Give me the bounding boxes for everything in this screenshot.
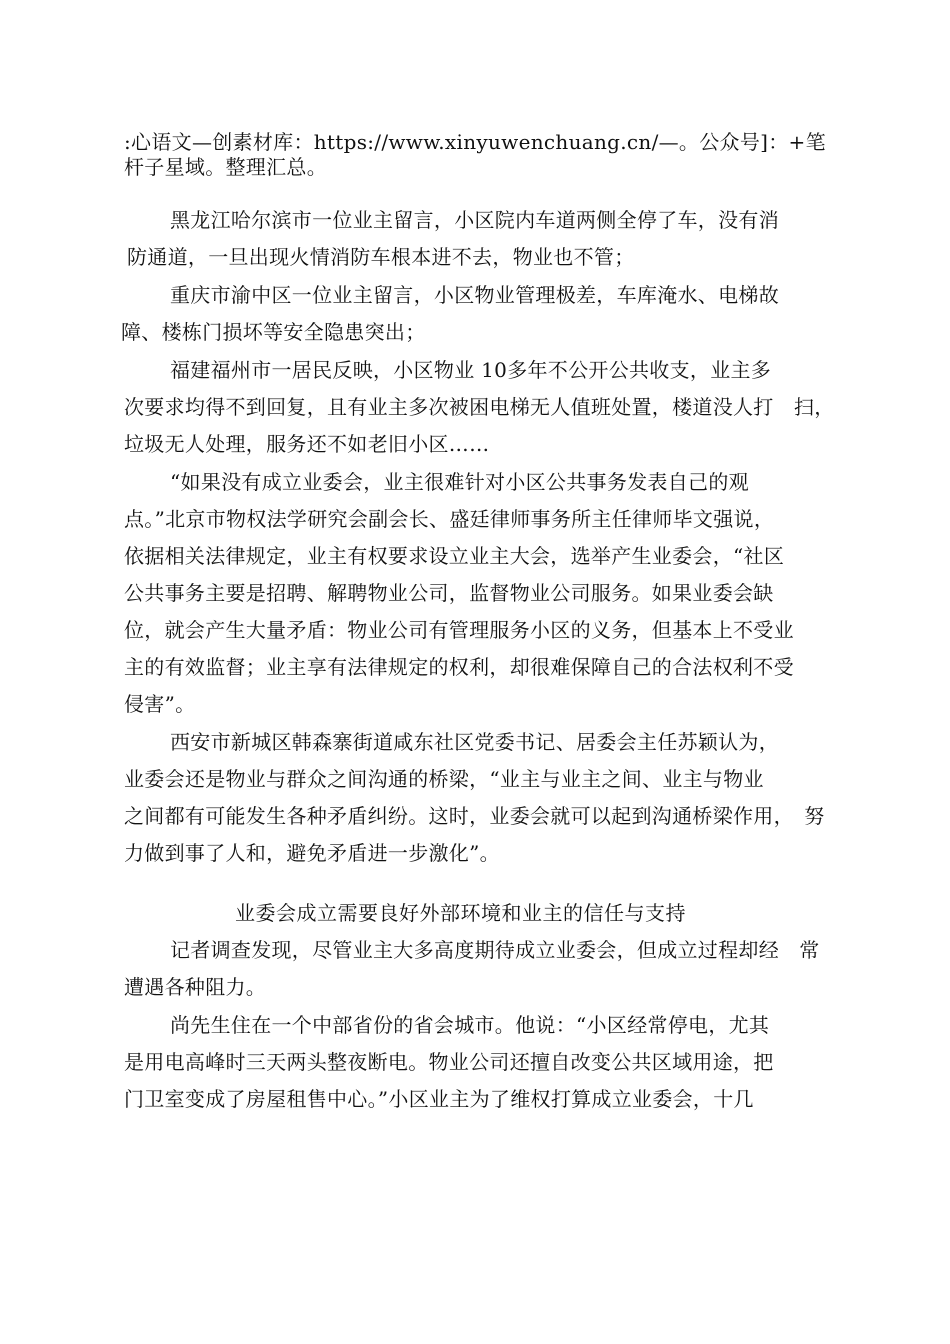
source-note-line: :心语文—创素材库：https://www.xinyuwenchuang.cn/—。公众号]：+笔	[124, 130, 826, 154]
paragraph-line: 西安市新城区韩森寨街道咸东社区党委书记、居委会主任苏颖认为，	[170, 730, 779, 754]
section-heading: 业委会成立需要良好外部环境和业主的信任与支持	[235, 901, 686, 925]
source-note-line: 杆子星域。整理汇总。	[124, 155, 327, 179]
paragraph-line: 遭遇各种阻力。	[124, 975, 267, 999]
paragraph-line: 尚先生住在一个中部省份的省会城市。他说：“小区经常停电，尤其	[170, 1013, 770, 1037]
paragraph-line: 福建福州市一居民反映，小区物业 10多年不公开公共收支，业主多	[170, 358, 772, 382]
paragraph-line: 门卫室变成了房屋租售中心。”小区业主为了维权打算成立业委会，十几	[124, 1087, 754, 1111]
paragraph-line: 点。”北京市物权法学研究会副会长、盛廷律师事务所主任律师毕文强说，	[124, 507, 775, 531]
paragraph-line: 依据相关法律规定，业主有权要求设立业主大会，选举产生业委会，“社区	[124, 544, 785, 568]
paragraph-line: 之间都有可能发生各种矛盾纠纷。这时，业委会就可以起到沟通桥梁作用， 努	[124, 804, 825, 828]
paragraph-line: 记者调查发现，尽管业主大多高度期待成立业委会，但成立过程却经 常	[170, 938, 820, 962]
paragraph-line: 重庆市渝中区一位业主留言，小区物业管理极差，车库淹水、电梯故	[170, 283, 779, 307]
paragraph-line: 黑龙江哈尔滨市一位业主留言，小区院内车道两侧全停了车，没有消	[170, 208, 779, 232]
paragraph-line: 垃圾无人处理，服务还不如老旧小区……	[124, 432, 490, 456]
paragraph-line: 障、楼栋门损坏等安全隐患突出；	[121, 320, 426, 344]
paragraph-line: 是用电高峰时三天两头整夜断电。物业公司还擅自改变公共区域用途，把	[124, 1050, 774, 1074]
paragraph-line: 主的有效监督；业主享有法律规定的权利，却很难保障自己的合法权利不受	[124, 655, 794, 679]
paragraph-line: 力做到事了人和，避免矛盾进一步激化”。	[124, 841, 500, 865]
paragraph-line: 防通道，一旦出现火情消防车根本进不去，物业也不管；	[127, 245, 635, 269]
paragraph-line: 位，就会产生大量矛盾：物业公司有管理服务小区的义务，但基本上不受业	[124, 618, 794, 642]
paragraph-line: 公共事务主要是招聘、解聘物业公司，监督物业公司服务。如果业委会缺	[124, 581, 774, 605]
paragraph-line: “如果没有成立业委会，业主很难针对小区公共事务发表自己的观	[170, 470, 749, 494]
paragraph-line: 次要求均得不到回复，且有业主多次被困电梯无人值班处置，楼道没人打 扫，	[124, 395, 835, 419]
paragraph-line: 侵害”。	[124, 692, 196, 716]
paragraph-line: 业委会还是物业与群众之间沟通的桥梁，“业主与业主之间、业主与物业	[124, 767, 764, 791]
